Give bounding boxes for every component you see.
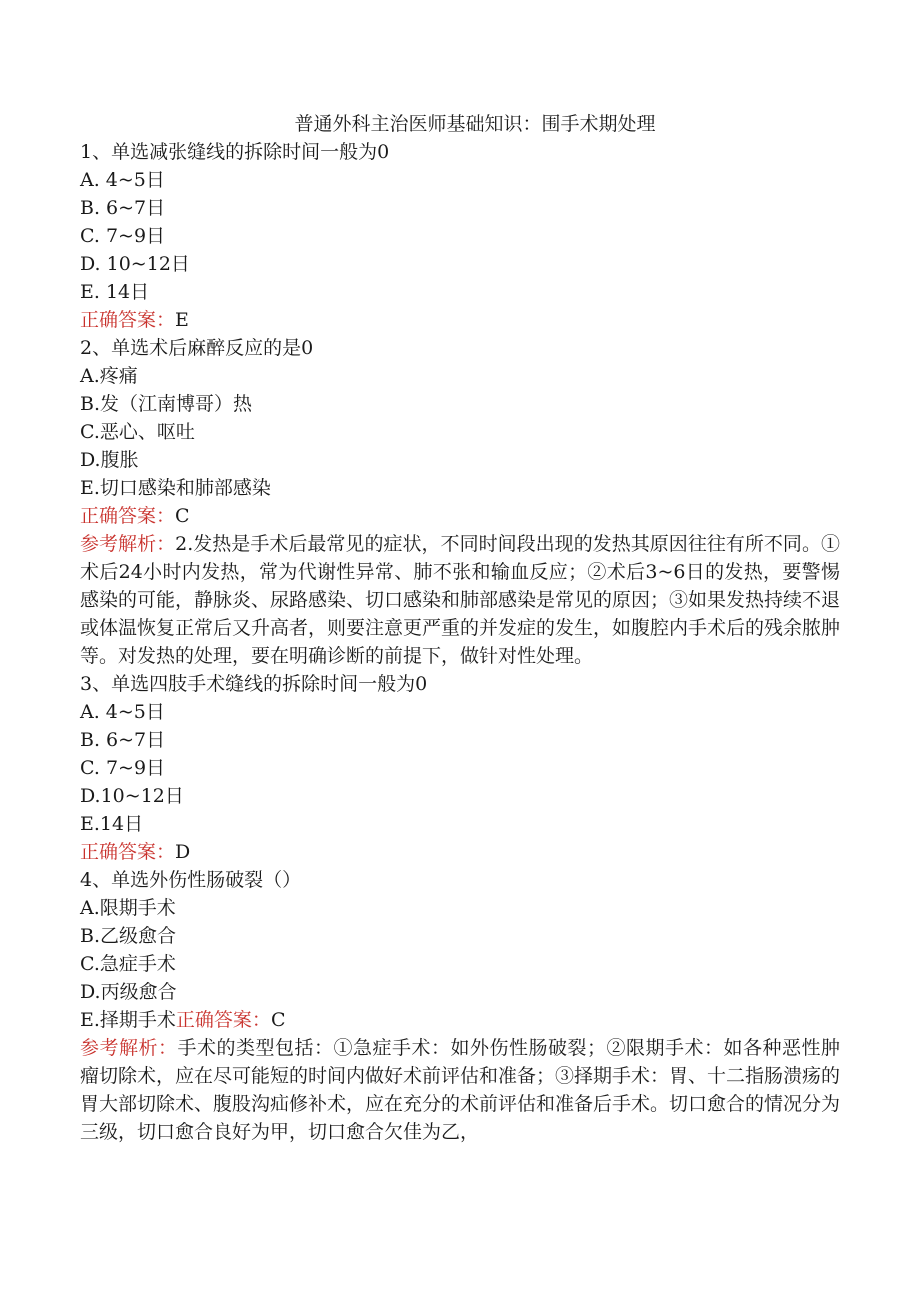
option-a: A.疼痛	[80, 365, 138, 387]
option-d: D.丙级愈合	[80, 981, 177, 1003]
answer-label: 正确答案：	[175, 1009, 271, 1031]
answer-label: 正确答案：	[80, 841, 176, 863]
question-2	[80, 334, 840, 670]
option-c: C.恶心、呕吐	[80, 421, 195, 443]
option-d: D.腹胀	[80, 449, 139, 471]
option-b: B.乙级愈合	[80, 925, 177, 947]
analysis-label: 参考解析：	[80, 1037, 178, 1059]
option-b: B.发（江南博哥）热	[80, 393, 253, 415]
answer-line	[80, 502, 840, 530]
option-c: C. 7~9日	[80, 757, 166, 779]
option-d: D.10~12日	[80, 785, 184, 807]
question-3	[80, 670, 840, 866]
analysis-text: 手术的类型包括：①急症手术：如外伤性肠破裂；②限期手术：如各种恶性肿瘤切除术，应在尽可能短的时间内做好术前评估和准备；③择期手术：胃、十二指肠溃疡的胃大部切除术、腹股沟疝修补术，应在充分的术前评估和准备后手术。切口愈合的情况分为三级，切口愈合良好为甲，切口愈合欠佳为乙，	[80, 1037, 841, 1143]
answer-value: C	[270, 1009, 286, 1031]
option-b: B. 6~7日	[80, 197, 166, 219]
option-e-with-answer	[80, 1006, 840, 1034]
answer-line	[80, 306, 840, 334]
option-e: E. 14日	[80, 281, 150, 303]
option-a: A. 4~5日	[80, 701, 165, 723]
answer-label: 正确答案：	[80, 505, 176, 527]
question-1	[80, 138, 840, 334]
answer-line	[80, 838, 840, 866]
question-4	[80, 866, 840, 1146]
option-e: E.择期手术	[80, 1009, 176, 1031]
answer-value: D	[175, 841, 191, 863]
option-d: D. 10~12日	[80, 253, 190, 275]
document-title: 普通外科主治医师基础知识：围手术期处理	[294, 113, 656, 135]
option-c: C.急症手术	[80, 953, 176, 975]
question-stem: 3、单选四肢手术缝线的拆除时间一般为0	[80, 673, 428, 695]
analysis-label: 参考解析：	[80, 533, 176, 555]
option-e: E.切口感染和肺部感染	[80, 477, 271, 499]
document-content	[80, 110, 840, 1146]
question-stem: 2、单选术后麻醉反应的是0	[80, 337, 314, 359]
analysis-paragraph	[80, 530, 840, 670]
option-b: B. 6~7日	[80, 729, 166, 751]
answer-value: C	[175, 505, 190, 527]
question-stem: 1、单选减张缝线的拆除时间一般为0	[80, 141, 390, 163]
question-stem: 4、单选外伤性肠破裂（）	[80, 869, 302, 891]
analysis-paragraph	[80, 1034, 840, 1146]
option-e: E.14日	[80, 813, 144, 835]
analysis-text: 2.发热是手术后最常见的症状，不同时间段出现的发热其原因往往有所不同。①术后24小时内发热，常为代谢性异常、肺不张和输血反应；②术后3~6日的发热，要警惕感染的可能，静脉炎、尿路感染、切口感染和肺部感染是常见的原因；③如果发热持续不退或体温恢复正常后又升高者，则要注意更严重的并发症的发生，如腹腔内手术后的残余脓肿等。对发热的处理，要在明确诊断的前提下，做针对性处理。	[80, 533, 841, 667]
answer-label: 正确答案：	[80, 309, 176, 331]
option-a: A. 4~5日	[80, 169, 165, 191]
option-c: C. 7~9日	[80, 225, 166, 247]
answer-value: E	[175, 309, 189, 331]
option-a: A.限期手术	[80, 897, 176, 919]
